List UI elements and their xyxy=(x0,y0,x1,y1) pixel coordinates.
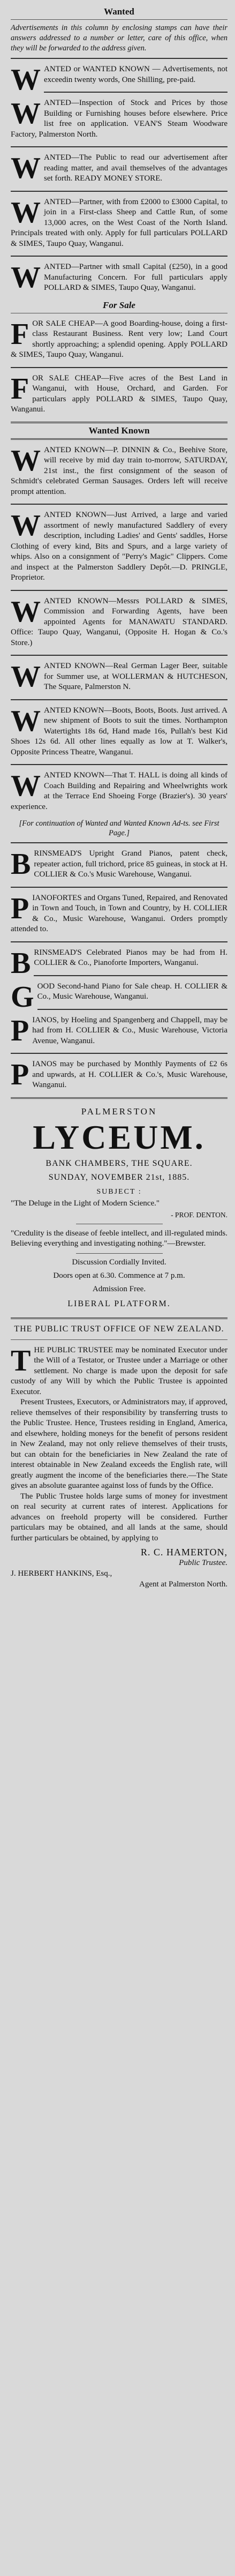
divider xyxy=(11,699,228,700)
classified-ad xyxy=(11,658,228,697)
lyceum-notice xyxy=(11,1101,228,1315)
lyceum-admission: Admission Free. xyxy=(92,1284,146,1293)
classified-ad xyxy=(11,890,228,939)
drop-capital: F xyxy=(11,372,29,406)
divider xyxy=(34,975,228,976)
divider xyxy=(11,367,228,368)
divider xyxy=(11,1097,228,1099)
ad-text: ANTED—Partner, with from £2000 to £3000 Capital, to join in a First-class Sheep and Cattle Run, of some 13,000 acres, on the West Coast of the North Island. Principals treated with only. Apply for full particulars POLLARD & SIMES, Taupo Quay, Wanganui. xyxy=(11,197,228,248)
divider xyxy=(11,504,228,505)
signatory-title: Public Trustee. xyxy=(179,1559,228,1567)
newspaper-column xyxy=(11,0,228,1594)
drop-capital: B xyxy=(11,946,31,980)
divider xyxy=(11,590,228,591)
lyceum-doors: Doors open at 6.30. Commence at 7 p.m. xyxy=(53,1271,185,1280)
divider xyxy=(11,19,228,20)
divider xyxy=(11,1053,228,1054)
divider xyxy=(11,764,228,765)
agent-name: J. HERBERT HANKINS, Esq., xyxy=(11,1569,112,1578)
classified-ad xyxy=(11,316,228,365)
divider xyxy=(11,655,228,656)
divider xyxy=(11,146,228,147)
drop-capital: W xyxy=(11,660,41,693)
classified-ad xyxy=(11,507,228,588)
classified-ad xyxy=(11,945,228,980)
classified-ad xyxy=(11,61,228,96)
classified-ad xyxy=(11,845,228,885)
drop-capital: W xyxy=(11,152,41,185)
divider xyxy=(11,422,228,423)
drop-capital: W xyxy=(11,509,41,542)
wanted-known-ads-list xyxy=(11,442,228,817)
ad-text: ANTED or WANTED KNOWN — Advertisements, not exceedin twenty words, One Shilling, pre-paid. xyxy=(44,65,228,84)
divider xyxy=(11,842,228,843)
classified-ad xyxy=(11,370,228,420)
ad-text: ANTED—The Public to read our advertisement after reading matter, and avail themselves of the advantages set forth. READY MONEY STORE. xyxy=(44,153,228,183)
public-trust-notice xyxy=(11,1342,228,1594)
drop-capital: W xyxy=(11,769,41,803)
piano-ads-list xyxy=(11,845,228,1095)
continuation-note: [For continuation of Wanted and Wanted Known Ad-ts. see First Page.] xyxy=(19,819,219,837)
drop-capital: P xyxy=(11,1058,29,1091)
drop-capital: T xyxy=(11,1344,31,1377)
ad-text: ANTED—Partner with small Capital (£250), in a good Manufacturing Concern. For full particulars apply POLLARD & SIMES, Taupo Quay, Wanganui. xyxy=(44,263,228,292)
wanted-ads-list xyxy=(11,61,228,298)
lyceum-platform: LIBERAL PLATFORM. xyxy=(67,1299,171,1308)
divider xyxy=(44,92,228,93)
drop-capital: W xyxy=(11,261,41,294)
drop-capital: W xyxy=(11,595,41,628)
drop-capital: W xyxy=(11,444,41,477)
classified-ad xyxy=(11,593,228,653)
ad-text: RINSMEAD'S Celebrated Pianos may be had from H. COLLIER & Co., Pianoforte Importers, Wanganui. xyxy=(34,948,228,967)
ad-text: ANTED KNOWN—That T. HALL is doing all kinds of Coach Building and Repairing and Wheelwrights work at the Terrace End Shoeing Forge (Brazier's). 30 years' experience. xyxy=(11,771,228,811)
classified-ad xyxy=(11,149,228,189)
lyceum-title: LYCEUM. xyxy=(33,1118,206,1156)
classified-ad xyxy=(11,95,228,144)
wanted-known-heading: Wanted Known xyxy=(88,425,150,436)
ad-text: IANOFORTES and Organs Tuned, Repaired, and Renovated in Town and Touch, in Town and Country, by H. COLLIER & Co., Music Warehouse, Wanganui. Orders promptly attended to. xyxy=(11,893,228,933)
ad-text: IANOS may be purchased by Monthly Payments of £2 6s and upwards, at H. COLLIER & Co.'s, Music Warehouse, Wanganui. xyxy=(32,1060,228,1089)
classified-ad xyxy=(11,442,228,502)
wanted-heading: Wanted xyxy=(104,6,134,17)
trust-signature xyxy=(11,1547,228,1590)
drop-capital: W xyxy=(11,63,41,96)
lyceum-place: PALMERSTON xyxy=(81,1106,157,1117)
wanted-intro: Advertisements in this column by enclosing stamps can have their answers addressed to a number or letter, care of this office, when they will be forwarded to the address given. xyxy=(11,24,228,53)
classified-ad xyxy=(11,767,228,817)
drop-capital: W xyxy=(11,196,41,229)
lyceum-address: BANK CHAMBERS, THE SQUARE. xyxy=(46,1158,193,1168)
ad-text: OR SALE CHEAP—Five acres of the Best Land in Wanganui, with House, Orchard, and Garden. For particulars apply POLLARD & SIMES, Taupo Quay, Wanganui. xyxy=(11,373,228,414)
drop-capital: B xyxy=(11,848,31,881)
divider xyxy=(11,1339,228,1340)
signatory-name: R. C. HAMERTON, xyxy=(140,1547,228,1557)
lyceum-quote: "Credulity is the disease of feeble intellect, and ill-regulated minds. Believing everything and investigating nothing."—Brewster. xyxy=(11,1229,228,1248)
divider xyxy=(11,58,228,59)
classified-ad xyxy=(11,1012,228,1051)
lyceum-date: SUNDAY, NOVEMBER 21st, 1885. xyxy=(48,1172,190,1182)
for-sale-heading: For Sale xyxy=(103,299,135,310)
divider xyxy=(11,438,228,440)
public-trust-heading: THE PUBLIC TRUST OFFICE OF NEW ZEALAND. xyxy=(14,1324,224,1334)
ad-text: ANTED—Inspection of Stock and Prices by those Building or Furnishing houses before elsewhere. Price list free on application. VEAN'S Steam Woodware Factory, Palmerston North. xyxy=(11,99,228,139)
agent-place: Agent at Palmerston North. xyxy=(139,1580,228,1589)
divider xyxy=(11,887,228,888)
ad-text: OR SALE CHEAP—A good Boarding-house, doing a first-class Restaurant Business. Rent very low; Land Court shortly approaching; a splendid opening. Apply POLLARD & SIMES, Taupo Quay, Wanganui. xyxy=(11,319,228,359)
ad-text: OOD Second-hand Piano for Sale cheap. H. COLLIER & Co., Music Warehouse, Wanganui. xyxy=(37,982,228,1001)
lyceum-subject-label: SUBJECT : xyxy=(96,1187,142,1196)
ad-text: ANTED KNOWN—Boots, Boots, Boots. Just arrived. A new shipment of Boots to suit the times. Northampton Watertights 18s 6d, Hand made 16s, Pullah's best Kid Shoes 12s 6d. All other lines equally as low at T. Walker's, Opposite Princess Theatre, Wanganui. xyxy=(11,706,228,757)
ad-text: ANTED KNOWN—Just Arrived, a large and varied assortment of newly manufactured Saddlery of every description, including Ladies' and Gents' saddles, Horse Clothing of every kind, Bits and Spurs, and a large variety of whips. Also on a consignment of "Perry's Magic" Clippers. Come and inspect at the Palmerston Saddlery Depôt.—D. PRINGLE, Proprietor. xyxy=(11,511,228,582)
drop-capital: P xyxy=(11,892,29,925)
ad-text: IANOS, by Hoeling and Spangenberg and Chappell, may be had from H. COLLIER & Co., Music Warehouse, Victoria Avenue, Wanganui. xyxy=(32,1015,228,1045)
ad-text: ANTED KNOWN—Real German Lager Beer, suitable for Summer use, at WOLLERMAN & HUTCHESON, The Square, Palmerston N. xyxy=(44,662,228,691)
ad-text: RINSMEAD'S Upright Grand Pianos, patent check, repeater action, full trichord, price 85 guineas, in stock at H. COLLIER & Co.'s Music Warehouse, Wanganui. xyxy=(34,849,228,879)
lyceum-subject: "The Deluge in the Light of Modern Science." xyxy=(11,1199,160,1208)
classified-ad xyxy=(11,194,228,254)
for-sale-ads-list xyxy=(11,316,228,420)
ad-text: ANTED KNOWN—P. DINNIN & Co., Beehive Store, will receive by mid day train to-morrow, SATURDAY, 21st inst., the first consignment of the season of Schmidt's celebrated German Sausages. Orders left will receive prompt attention. xyxy=(11,445,228,496)
divider xyxy=(11,256,228,257)
divider xyxy=(11,1317,228,1319)
lyceum-subject-author: - PROF. DENTON. xyxy=(171,1210,228,1219)
drop-capital: W xyxy=(11,704,41,738)
classified-ad xyxy=(11,702,228,762)
drop-capital: W xyxy=(11,97,41,130)
drop-capital: F xyxy=(11,317,29,351)
divider xyxy=(11,191,228,192)
drop-capital: G xyxy=(11,980,34,1014)
divider xyxy=(37,1009,228,1010)
divider xyxy=(11,941,228,942)
trust-paragraph-2: Present Trustees, Executors, or Administrators may, if approved, relieve themselves of their responsibility by transferring trusts to the Public Trustee. Hence, Trustees residing in England, America, and elsewhere, holding moneys for the benefit of persons resident in New Zealand, may not only relieve themselves of their trusts, but can obtain for the beneficiaries in New Zealand the rate of interest obtainable in New Zealand exceeds the English rate, will greatly augment the income of the beneficiaries there.—The State gives an absolute guarantee against loss of funds by the Office. xyxy=(11,1398,228,1490)
classified-ad xyxy=(11,978,228,1014)
classified-ad xyxy=(11,1056,228,1095)
divider xyxy=(76,1253,163,1254)
ad-text: ANTED KNOWN—Messrs POLLARD & SIMES, Commission and Forwarding Agents, have been appointed Agents for MANAWATU STANDARD. Office: Taupo Quay, Wanganui, (Opposite H. Hogan & Co.'s Store.) xyxy=(11,596,228,647)
classified-ad xyxy=(11,259,228,298)
trust-paragraph-1: HE PUBLIC TRUSTEE may be nominated Executor under the Will of a Testator, or Trustee under a Marriage or other settlement. No charge is made upon the deposit for safe custody of any Will by which the Public Trustee is appointed Executor. xyxy=(11,1345,228,1396)
lyceum-discussion: Discussion Cordially Invited. xyxy=(72,1257,166,1267)
drop-capital: P xyxy=(11,1014,29,1047)
trust-paragraph-3: The Public Trustee holds large sums of money for investment on real security at current rates of interest. Applications for advances on freehold property will be considered. Further particulars may be obtained, and all lands at the same, should further particulars be obtained, by applying to xyxy=(11,1492,228,1542)
